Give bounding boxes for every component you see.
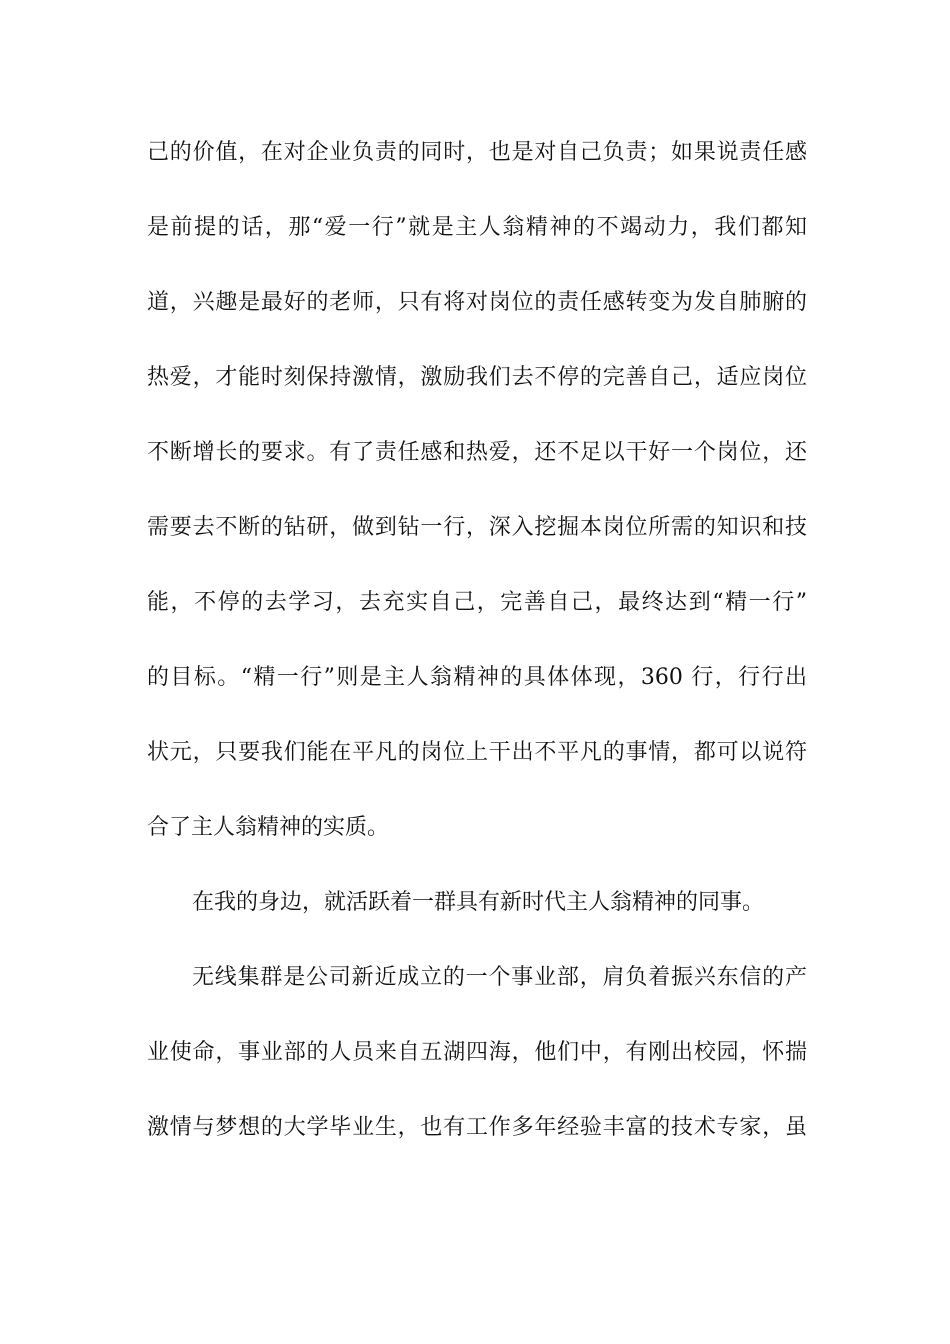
- text-line-1: 己的价值，在对企业负责的同时，也是对自己负责；如果说责任感: [147, 140, 807, 165]
- paragraph-line-11: 在我的身边，就活跃着一群具有新时代主人翁精神的同事。: [192, 890, 765, 915]
- paragraph-line-12: 无线集群是公司新近成立的一个事业部，肩负着振兴东信的产: [192, 965, 807, 990]
- text-line-2: 是前提的话，那“爱一行”就是主人翁精神的不竭动力，我们都知: [147, 215, 807, 240]
- text-line-9: 状元，只要我们能在平凡的岗位上干出不平凡的事情，都可以说符: [147, 740, 807, 765]
- text-line-4: 热爱，才能时刻保持激情，激励我们去不停的完善自己，适应岗位: [147, 365, 807, 390]
- text-line-10: 合了主人翁精神的实质。: [147, 815, 390, 840]
- text-line-7: 能，不停的去学习，去充实自己，完善自己，最终达到“精一行”: [147, 590, 807, 615]
- text-line-14: 激情与梦想的大学毕业生，也有工作多年经验丰富的技术专家，虽: [147, 1115, 807, 1140]
- text-line-3: 道，兴趣是最好的老师，只有将对岗位的责任感转变为发自肺腑的: [147, 290, 807, 315]
- text-line-5: 不断增长的要求。有了责任感和热爱，还不足以干好一个岗位，还: [147, 440, 807, 465]
- text-line-6: 需要去不断的钻研，做到钻一行，深入挖掘本岗位所需的知识和技: [147, 515, 807, 540]
- text-line-8: 的目标。“精一行”则是主人翁精神的具体体现，360 行，行行出: [147, 665, 807, 690]
- text-line-13: 业使命，事业部的人员来自五湖四海，他们中，有刚出校园，怀揣: [147, 1040, 807, 1065]
